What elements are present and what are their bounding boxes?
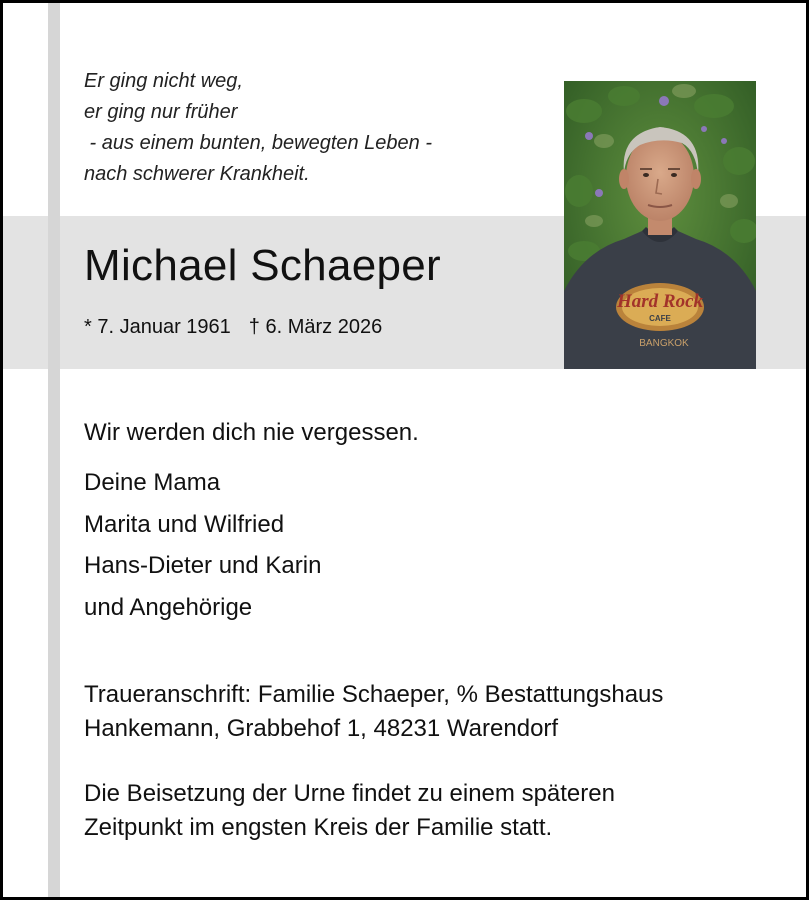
poem-line: nach schwerer Krankheit. [84, 163, 310, 185]
mourner-item: Marita und Wilfried [84, 510, 285, 538]
shirt-city-text: BANGKOK [639, 338, 689, 349]
burial-line: Zeitpunkt im engsten Kreis der Familie statt. [84, 814, 553, 841]
memorial-poem [84, 66, 432, 190]
mourner-item: Deine Mama [84, 469, 221, 496]
farewell-line: Wir werden dich nie vergessen. [84, 419, 419, 446]
address-line: Traueranschrift: Familie Schaeper, % Bestattungshaus [84, 681, 664, 708]
address-line: Hankemann, Grabbehof 1, 48231 Warendorf [84, 715, 559, 742]
poem-line: er ging nur früher [84, 101, 238, 123]
burial-line: Die Beisetzung der Urne findet zu einem späteren [84, 780, 615, 807]
poem-line: Er ging nicht weg, [84, 70, 243, 92]
portrait-photo [564, 81, 756, 369]
poem-line: - aus einem bunten, bewegten Leben - [84, 132, 433, 154]
death-date: † 6. März 2026 [248, 316, 383, 338]
birth-date: * 7. Januar 1961 [84, 316, 231, 338]
mourning-address [84, 678, 663, 746]
shirt-brand-text: Hard Rock [616, 291, 704, 312]
deceased-name: Michael Schaeper [84, 241, 441, 290]
life-dates [84, 313, 382, 341]
mourner-item: Hans-Dieter und Karin [84, 552, 322, 579]
mourner-item: und Angehörige [84, 593, 253, 621]
shirt-sub-text: CAFE [649, 314, 671, 323]
vertical-bar [48, 3, 60, 897]
mourners-list [84, 462, 321, 628]
burial-notice [84, 777, 615, 845]
